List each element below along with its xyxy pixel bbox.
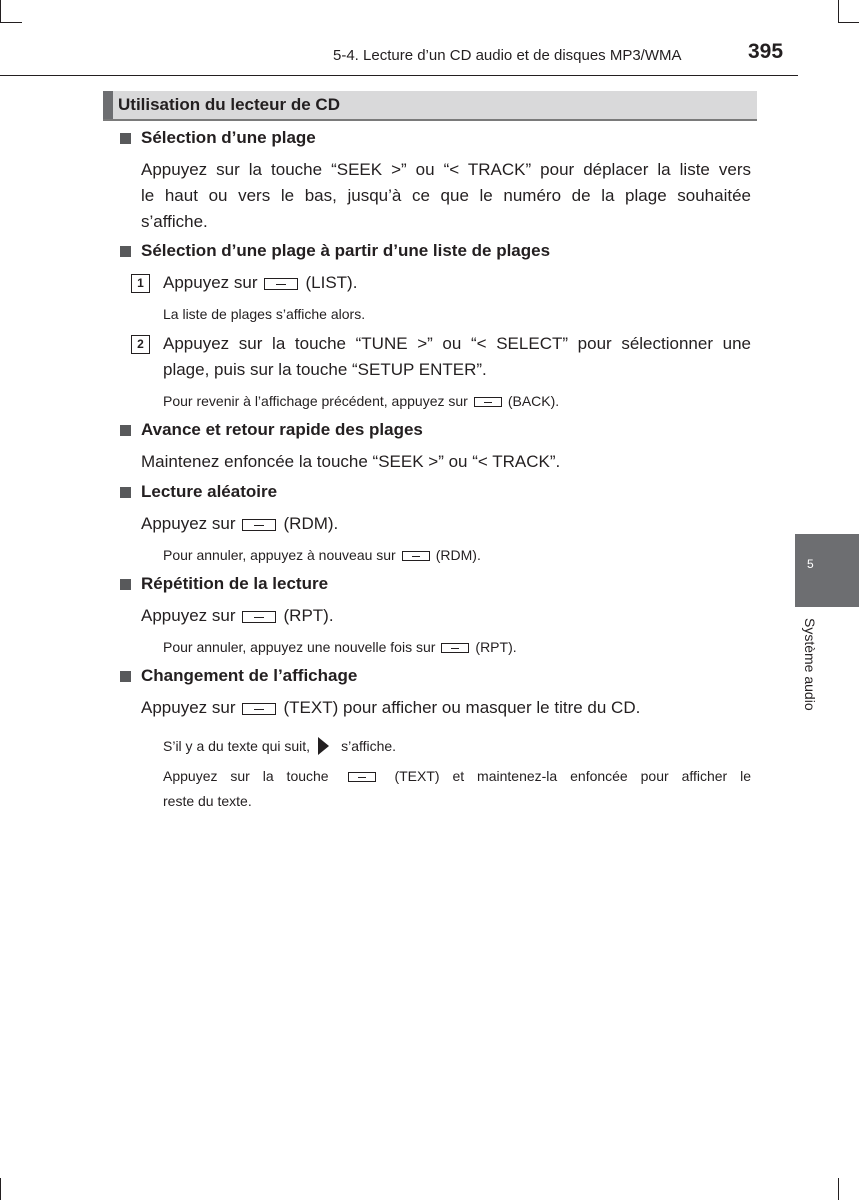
- crop-mark: [838, 0, 839, 22]
- note-start: Pour annuler, appuyez une nouvelle fois sur: [163, 639, 436, 655]
- running-header: 5-4. Lecture d’un CD audio et de disques MP3/WMA: [333, 47, 682, 64]
- button-icon: [348, 772, 376, 782]
- step-number: 1: [131, 274, 150, 293]
- text-start: Appuyez sur: [141, 606, 236, 625]
- page-number: 395: [748, 40, 784, 63]
- square-bullet-icon: [120, 425, 131, 436]
- subheading: Avance et retour rapide des plages: [141, 420, 423, 439]
- paragraph-line: [141, 511, 338, 537]
- step-text: plage, puis sur la touche “SETUP ENTER”.: [163, 360, 487, 379]
- subheading: Lecture aléatoire: [141, 482, 278, 501]
- step-text: Appuyez sur la touche “TUNE >” ou “< SELECT” pour sélectionner une: [163, 334, 751, 353]
- note: [163, 388, 559, 414]
- step-text-end: (LIST).: [305, 273, 358, 292]
- button-icon: [242, 611, 276, 623]
- square-bullet-icon: [120, 246, 131, 257]
- paragraph-line: Appuyez sur la touche “SEEK >” ou “< TRACK” pour déplacer la liste vers: [141, 160, 751, 179]
- note-end: (RDM).: [435, 547, 481, 563]
- chapter-tab: [795, 534, 859, 607]
- crop-mark: [0, 1178, 1, 1200]
- text-start: Appuyez sur: [141, 514, 236, 533]
- paragraph-line: le haut ou vers le bas, jusqu’à ce que le numéro de la plage souhaitée: [141, 186, 751, 205]
- note: [163, 634, 517, 660]
- note: [163, 733, 396, 759]
- square-bullet-icon: [120, 579, 131, 590]
- square-bullet-icon: [120, 671, 131, 682]
- note-start: Appuyez sur la touche: [163, 768, 329, 784]
- paragraph-line: [141, 603, 334, 629]
- text-end: (RPT).: [283, 606, 334, 625]
- button-icon: [441, 643, 469, 653]
- step-text: [163, 270, 357, 296]
- note-start: Pour revenir à l’affichage précédent, appuyez sur: [163, 393, 468, 409]
- note: reste du texte.: [163, 793, 252, 809]
- note-start: Pour annuler, appuyez à nouveau sur: [163, 547, 396, 563]
- text-start: Appuyez sur: [141, 698, 236, 717]
- note-end: s’affiche.: [341, 738, 397, 754]
- header-rule: [0, 75, 798, 76]
- note-end: (RPT).: [475, 639, 517, 655]
- paragraph-line: Maintenez enfoncée la touche “SEEK >” ou “< TRACK”.: [141, 452, 561, 471]
- crop-mark: [838, 1178, 839, 1200]
- step-number: 2: [131, 335, 150, 354]
- paragraph-line: [141, 695, 640, 721]
- note: [163, 542, 481, 568]
- crop-mark: [0, 0, 1, 22]
- note: La liste de plages s’affiche alors.: [163, 306, 366, 322]
- crop-mark: [0, 22, 22, 23]
- button-icon: [402, 551, 430, 561]
- button-icon: [242, 519, 276, 531]
- chapter-title: Système audio: [802, 618, 818, 711]
- right-arrow-icon: [318, 737, 329, 755]
- subheading: Sélection d’une plage: [141, 128, 316, 147]
- subheading: Répétition de la lecture: [141, 574, 329, 593]
- section-title: Utilisation du lecteur de CD: [118, 95, 340, 114]
- step-text-start: Appuyez sur: [163, 273, 258, 292]
- crop-mark: [838, 22, 859, 23]
- text-end: (TEXT) pour afficher ou masquer le titre du CD.: [283, 698, 641, 717]
- button-icon: [474, 397, 502, 407]
- text-end: (RDM).: [283, 514, 339, 533]
- subheading: Sélection d’une plage à partir d’une liste de plages: [141, 241, 551, 260]
- note-end: (TEXT) et maintenez-la enfoncée pour afficher le: [394, 768, 752, 784]
- button-icon: [242, 703, 276, 715]
- title-accent: [103, 91, 113, 119]
- square-bullet-icon: [120, 133, 131, 144]
- note: [163, 763, 751, 789]
- paragraph-line: s’affiche.: [141, 212, 208, 231]
- subheading: Changement de l’affichage: [141, 666, 358, 685]
- button-icon: [264, 278, 298, 290]
- section-title-bar: [103, 91, 757, 121]
- square-bullet-icon: [120, 487, 131, 498]
- note-end: (BACK).: [507, 393, 560, 409]
- chapter-number: 5: [807, 557, 814, 571]
- note-start: S’il y a du texte qui suit,: [163, 738, 311, 754]
